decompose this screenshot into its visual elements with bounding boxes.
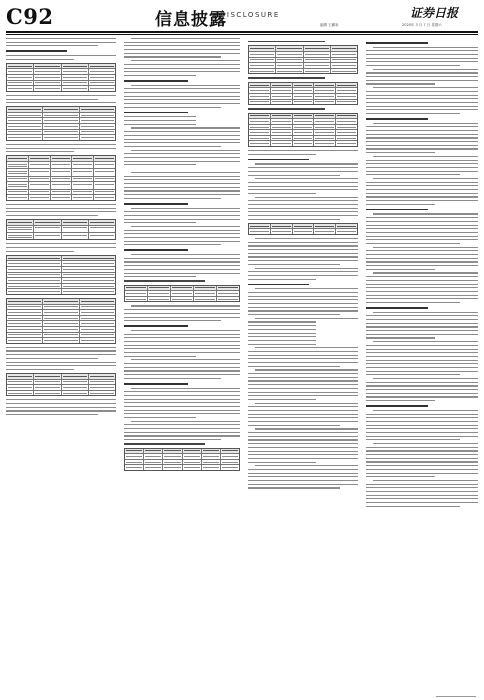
text-block [248,238,358,488]
text-block [366,42,478,507]
column-3 [248,38,358,696]
text-block [248,150,358,220]
column-2 [124,38,240,696]
table-caption [248,77,325,78]
data-table [124,448,240,471]
table-caption [248,41,325,42]
data-table [248,82,358,105]
masthead [6,4,478,32]
data-table [6,155,116,201]
data-table [248,223,358,235]
data-table [6,63,116,92]
text-block [124,38,240,277]
text-block [6,399,116,415]
section-subtitle: DISCLOSURE [220,11,280,19]
text-block [6,95,116,103]
text-block [6,243,116,251]
data-table [6,106,116,141]
data-table [248,45,358,74]
masthead-rule [6,31,478,33]
editor-line: 编辑 王鹏泉 [320,23,339,27]
data-table [6,255,116,295]
text-block [6,347,116,370]
text-block [6,204,116,216]
data-table [6,373,116,396]
data-table [6,219,116,240]
column-4 [366,38,478,696]
table-caption [124,280,205,281]
data-table [6,298,116,344]
text-block [124,305,240,440]
page-number: C92 [6,4,54,29]
table-caption [248,108,325,109]
section-title: 信息披露 [155,10,227,30]
date-line: 2020年 3 月 7 日 星期六 [402,23,442,27]
masthead-rule-thin [6,34,478,35]
text-block [6,38,116,60]
table-caption [124,443,205,444]
data-table [124,285,240,303]
newspaper-logo: 证券日报 [410,6,459,20]
data-table [248,113,358,148]
column-1 [6,38,116,696]
text-block [6,144,116,152]
footer-mark [436,696,476,697]
